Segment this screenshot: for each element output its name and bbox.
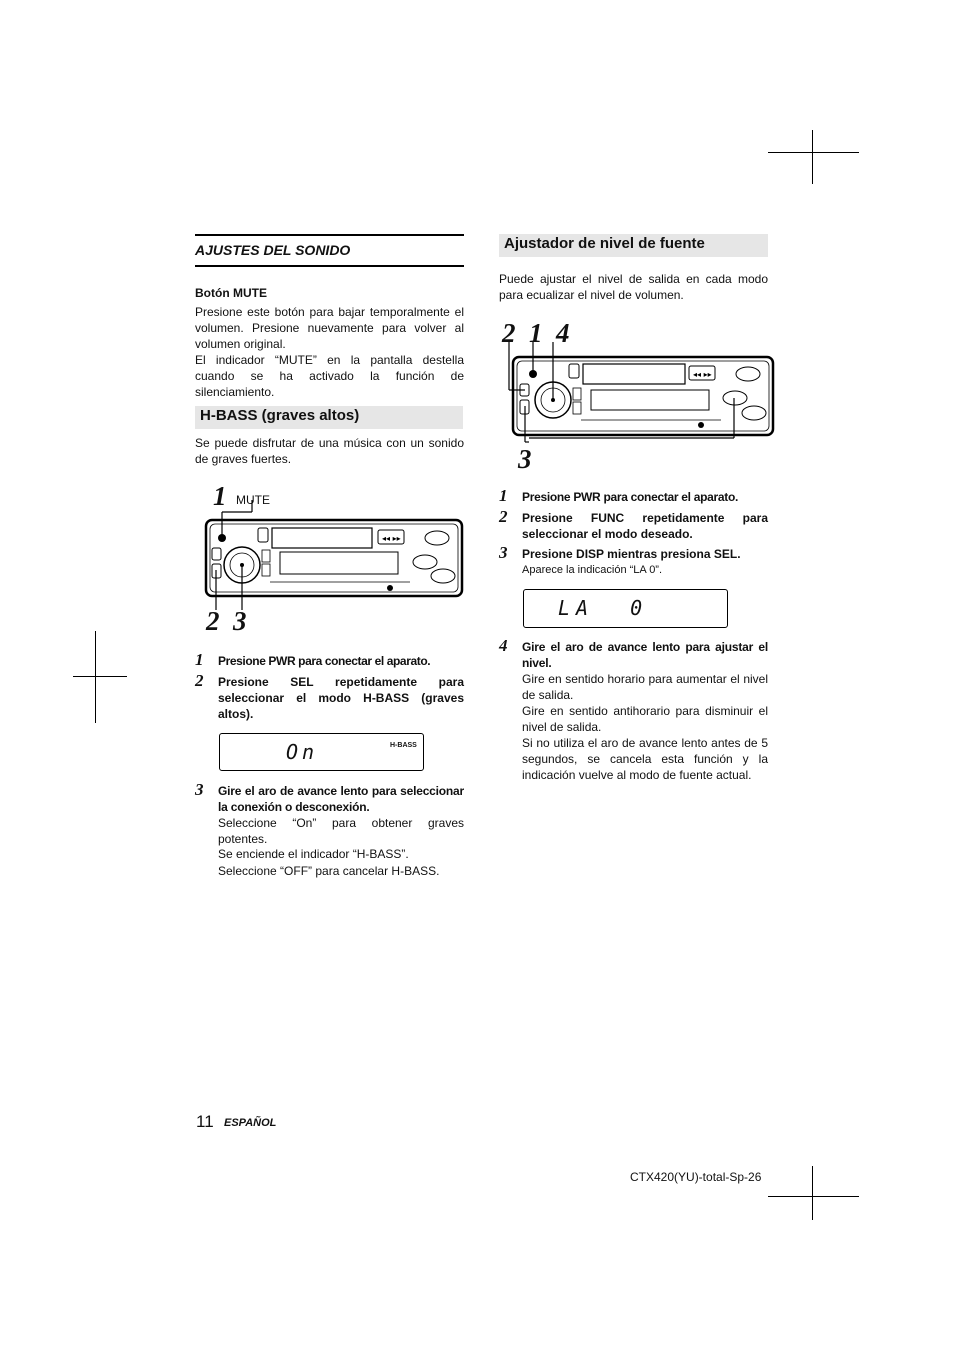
step-number: 4	[499, 636, 508, 655]
source-level-display	[523, 589, 728, 628]
document-code: CTX420(YU)-total-Sp-26	[630, 1170, 762, 1184]
step-subtext: Gire en sentido horario para aumentar el nivel de salida.	[522, 672, 768, 702]
svg-text:◂◂ ▸▸: ◂◂ ▸▸	[382, 534, 401, 543]
step-number: 1	[499, 486, 508, 505]
header-rule-bottom	[195, 265, 464, 267]
step-text: Presione SEL repetidamente para seleccionar el modo H-BASS (graves altos).	[218, 675, 464, 721]
crop-mark	[768, 1196, 859, 1197]
car-stereo-illustration-source-level	[505, 342, 777, 446]
mute-paragraph-2: El indicador “MUTE” en la pantalla destella cuando se ha activado la función de silenciamiento.	[195, 353, 464, 399]
step-number: 2	[499, 507, 508, 526]
hbass-indicator: H-BASS	[390, 742, 417, 749]
figure-step-label-bottom: 3	[518, 444, 532, 474]
step-text: Presione FUNC repetidamente para seleccionar el modo deseado.	[522, 511, 768, 541]
step-subtext: Gire en sentido antihorario para disminuir el nivel de salida.	[522, 704, 768, 734]
crop-mark	[73, 676, 127, 677]
page-number: 11	[196, 1112, 214, 1131]
figure-step-2-label: 2	[206, 606, 220, 636]
mute-title: Botón MUTE	[195, 286, 267, 300]
step-subtext: Seleccione “OFF” para cancelar H-BASS.	[218, 864, 440, 878]
source-level-display-text: LA 0	[558, 596, 649, 620]
crop-mark	[812, 1166, 813, 1220]
footer-language: ESPAÑOL	[224, 1117, 277, 1129]
step-number: 3	[499, 543, 508, 562]
step-text: Presione PWR para conectar el aparato.	[522, 490, 739, 504]
mute-paragraph-1: Presione este botón para bajar temporalmente el volumen. Presione nuevamente para volver al volumen original.	[195, 305, 464, 351]
source-level-title: Ajustador de nivel de fuente	[499, 234, 768, 257]
hbass-display-text: On	[286, 740, 319, 764]
figure-step-3-label: 3	[233, 606, 247, 636]
step-text: Gire el aro de avance lento para seleccionar la conexión o desconexión.	[218, 784, 464, 814]
figure-mute-label: MUTE	[236, 493, 270, 507]
source-level-intro: Puede ajustar el nivel de salida en cada modo para ecualizar el nivel de volumen.	[499, 272, 768, 302]
hbass-title: H-BASS (graves altos)	[195, 406, 463, 429]
crop-mark	[768, 152, 859, 153]
figure-step-labels-top: 2 1 4	[502, 318, 570, 348]
step-subtext: Aparece la indicación “LA 0”.	[522, 564, 663, 576]
step-number: 2	[195, 671, 204, 690]
step-subtext: Si no utiliza el aro de avance lento antes de 5 segundos, se cancela esta función y la indicación vuelve al modo de fuente actual.	[522, 736, 768, 782]
hbass-intro: Se puede disfrutar de una música con un sonido de graves fuertes.	[195, 436, 464, 466]
crop-mark	[812, 130, 813, 184]
step-text: Gire el aro de avance lento para ajustar el nivel.	[522, 640, 768, 670]
step-text: Presione DISP mientras presiona SEL.	[522, 547, 741, 561]
step-number: 3	[195, 780, 204, 799]
step-text: Presione PWR para conectar el aparato.	[218, 654, 431, 668]
crop-mark	[95, 631, 96, 723]
figure-step-1-label: 1	[213, 481, 227, 511]
step-subtext: Seleccione “On” para obtener graves potentes.	[218, 816, 464, 846]
car-stereo-illustration-hbass	[200, 500, 466, 610]
section-header: AJUSTES DEL SONIDO	[195, 242, 351, 258]
svg-text:◂◂ ▸▸: ◂◂ ▸▸	[693, 370, 712, 379]
step-number: 1	[195, 650, 204, 669]
header-rule-top	[195, 234, 464, 236]
step-subtext: Se enciende el indicador “H-BASS”.	[218, 847, 409, 861]
hbass-display	[219, 733, 424, 771]
